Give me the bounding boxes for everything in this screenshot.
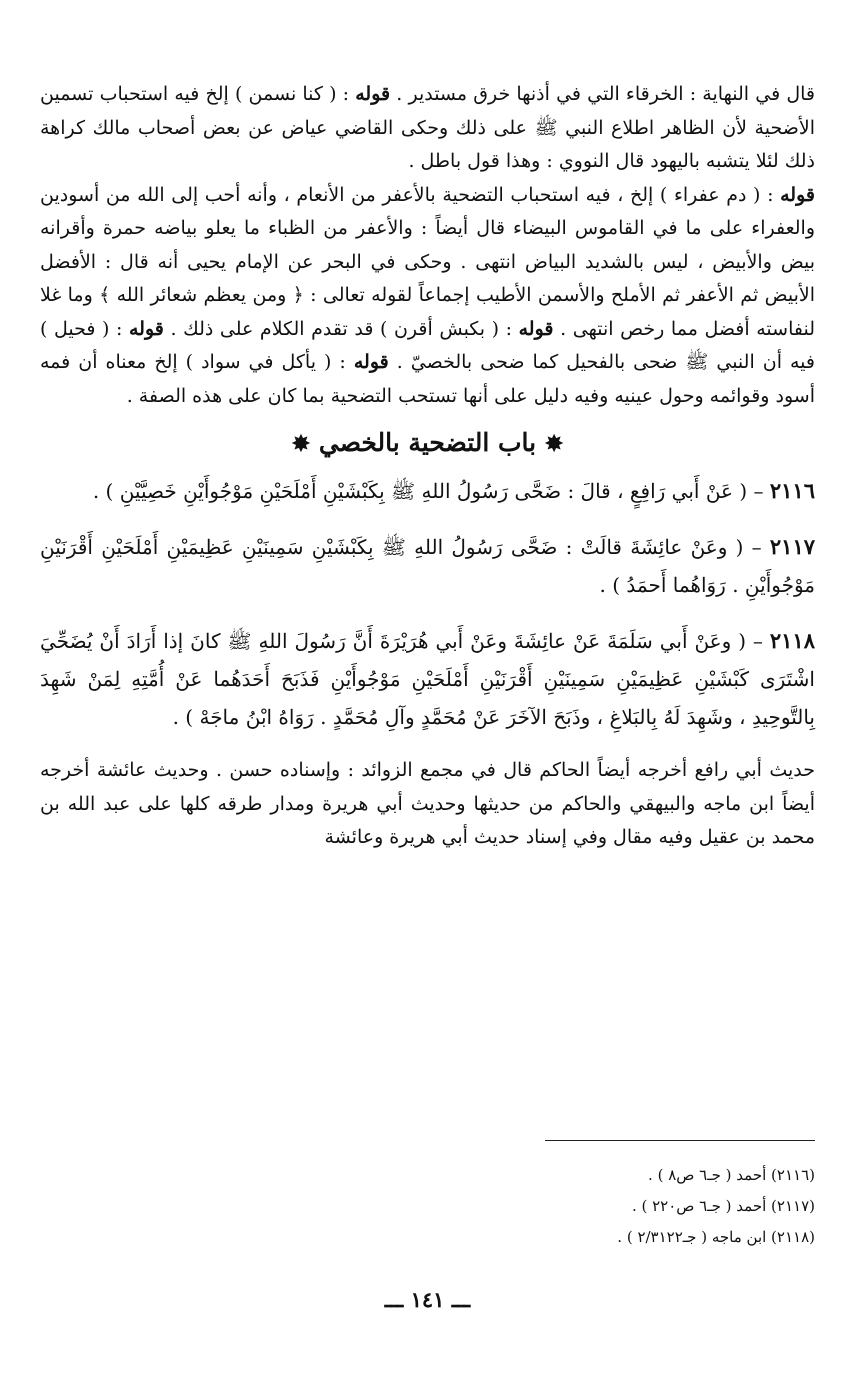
footnote: (٢١١٧) أحمد ( جـ٦ ص٢٢٠ ) . xyxy=(631,1197,815,1215)
hadith-2117 xyxy=(40,528,815,604)
hadith-number: ٢١١٦ xyxy=(769,478,815,503)
footnote: (٢١١٦) أحمد ( جـ٦ ص٨ ) . xyxy=(648,1166,815,1184)
qawluh-label: قوله xyxy=(129,317,164,340)
qawluh-label: قوله xyxy=(780,183,815,206)
footnote: (٢١١٨) ابن ماجه ( جـ٢/٣١٢٢ ) . xyxy=(617,1228,815,1246)
footnotes xyxy=(40,1160,815,1253)
qawluh-label: قوله xyxy=(353,351,389,373)
commentary-paragraph: حديث أبي رافع أخرجه أيضاً الحاكم قال في مجمع الزوائد : وإسناده حسن . وحديث عائشة أخرجه أيضاً ابن ماجه والبيهقي والحاكم من حديثها وحديث أبي هريرة ومدار طرقه كلها على عبد الله بن محمد بن عقيل وفيه مقال وفي إسناد حديث أبي هريرة وعائشة xyxy=(40,759,815,848)
text-segment: : ( بكبش أقرن ) قد تقدم الكلام على ذلك . xyxy=(170,317,513,340)
text-segment: : ( يأكل في سواد ) إلخ معناه أن فمه أسود وقوائمه وحول عينيه وفيه دليل على أنها تستحب التضحية بما كان على هذه الصفة . xyxy=(40,351,815,407)
text-segment: قال في النهاية : الخرقاء التي في أذنها خرق مستدير . xyxy=(396,83,815,105)
hadith-number: ٢١١٧ xyxy=(769,534,816,559)
text-segment: : ( كنا نسمن ) إلخ فيه استحباب تسمين الأضحية لأن الظاهر اطلاع النبي ﷺ على ذلك وحكى القاضي عياض عن بعض أصحاب مالك كراهة ذلك لئلا يتشبه باليهود قال النووي : وهذا قول باطل . xyxy=(40,83,815,172)
qawluh-label: قوله xyxy=(355,83,391,105)
hadith-2116 xyxy=(40,472,815,510)
section-heading xyxy=(40,425,815,462)
footnote-divider xyxy=(545,1140,815,1141)
text-segment: : ( دم عفراء ) إلخ ، فيه استحباب التضحية بالأعفر من الأنعام ، وأنه أحب إلى الله من أسودين والعفراء على ما في القاموس البيضاء قال أيضاً : والأعفر من الظباء ما يعلو بياضه حمرة وأقرانه بيض والأبيض ، ليس بالشديد البياض انتهى . وحكى في البحر عن الإمام يحيى أنه قال : الأفضل الأبيض ثم الأعفر ثم الأملح والأسمن الأطيب إجماعاً لقوله تعالى : ﴿ ومن يعظم شعائر الله ﴾ وما غلا لنفاسته أفضل مما رخص انتهى . xyxy=(40,183,816,340)
text-segment: : ( فحيل ) فيه أن النبي ﷺ ضحى بالفحيل كما ضحى بالخصيّ . xyxy=(40,317,815,373)
section-title: باب التضحية بالخصي xyxy=(318,428,537,457)
hadith-text: – ( وعَنْ عائِشَةَ قالَتْ : ضَحَّى رَسُولُ اللهِ ﷺ بِكَبْشَيْنِ سَمِينَيْنِ عَظِيمَيْنِ أَمْلَحَيْنِ أَقْرَنَيْنِ مَوْجُوأَيْنِ . رَوَاهُما أَحمَدُ ) . xyxy=(40,535,815,597)
hadith-text: – ( عَنْ أَبي رَافِعٍ ، قالَ : ضَحَّى رَسُولُ اللهِ ﷺ بِكَبْشَيْنِ أَمْلَحَيْنِ مَوْجُوأَيْنِ خَصِيَّيْنِ ) . xyxy=(92,479,764,503)
hadith-2118 xyxy=(40,622,815,736)
page-number: ـــ ١٤١ ـــ xyxy=(384,1287,471,1312)
intro-paragraph xyxy=(40,78,815,413)
star-ornament-icon: ✸ xyxy=(544,431,564,457)
page-body xyxy=(40,78,815,855)
hadith-number: ٢١١٨ xyxy=(769,628,815,653)
star-ornament-icon: ✸ xyxy=(291,431,311,457)
hadith-text: – ( وعَنْ أَبي سَلَمَةَ عَنْ عائِشَةَ وعَنْ أَبي هُرَيْرَةَ أَنَّ رَسُولَ اللهِ ﷺ كانَ إذا أَرَادَ أَنْ يُضَحِّيَ اشْتَرَى كَبْشَيْنِ عَظِيمَيْنِ سَمِينَيْنِ أَقْرَنَيْنِ أَمْلَحَيْنِ مَوْجُوأَيْنِ فَذَبَحَ أَحَدَهُما عَنْ أُمَّتِهِ لِمَنْ شَهِدَ بِالتَّوحِيدِ ، وشَهِدَ لَهُ بِالبَلاغِ ، وذَبَحَ الآخَرَ عَنْ مُحَمَّدٍ وآلِ مُحَمَّدٍ . رَوَاهُ ابْنُ ماجَهْ ) . xyxy=(40,629,815,729)
qawluh-label: قوله xyxy=(518,317,554,340)
